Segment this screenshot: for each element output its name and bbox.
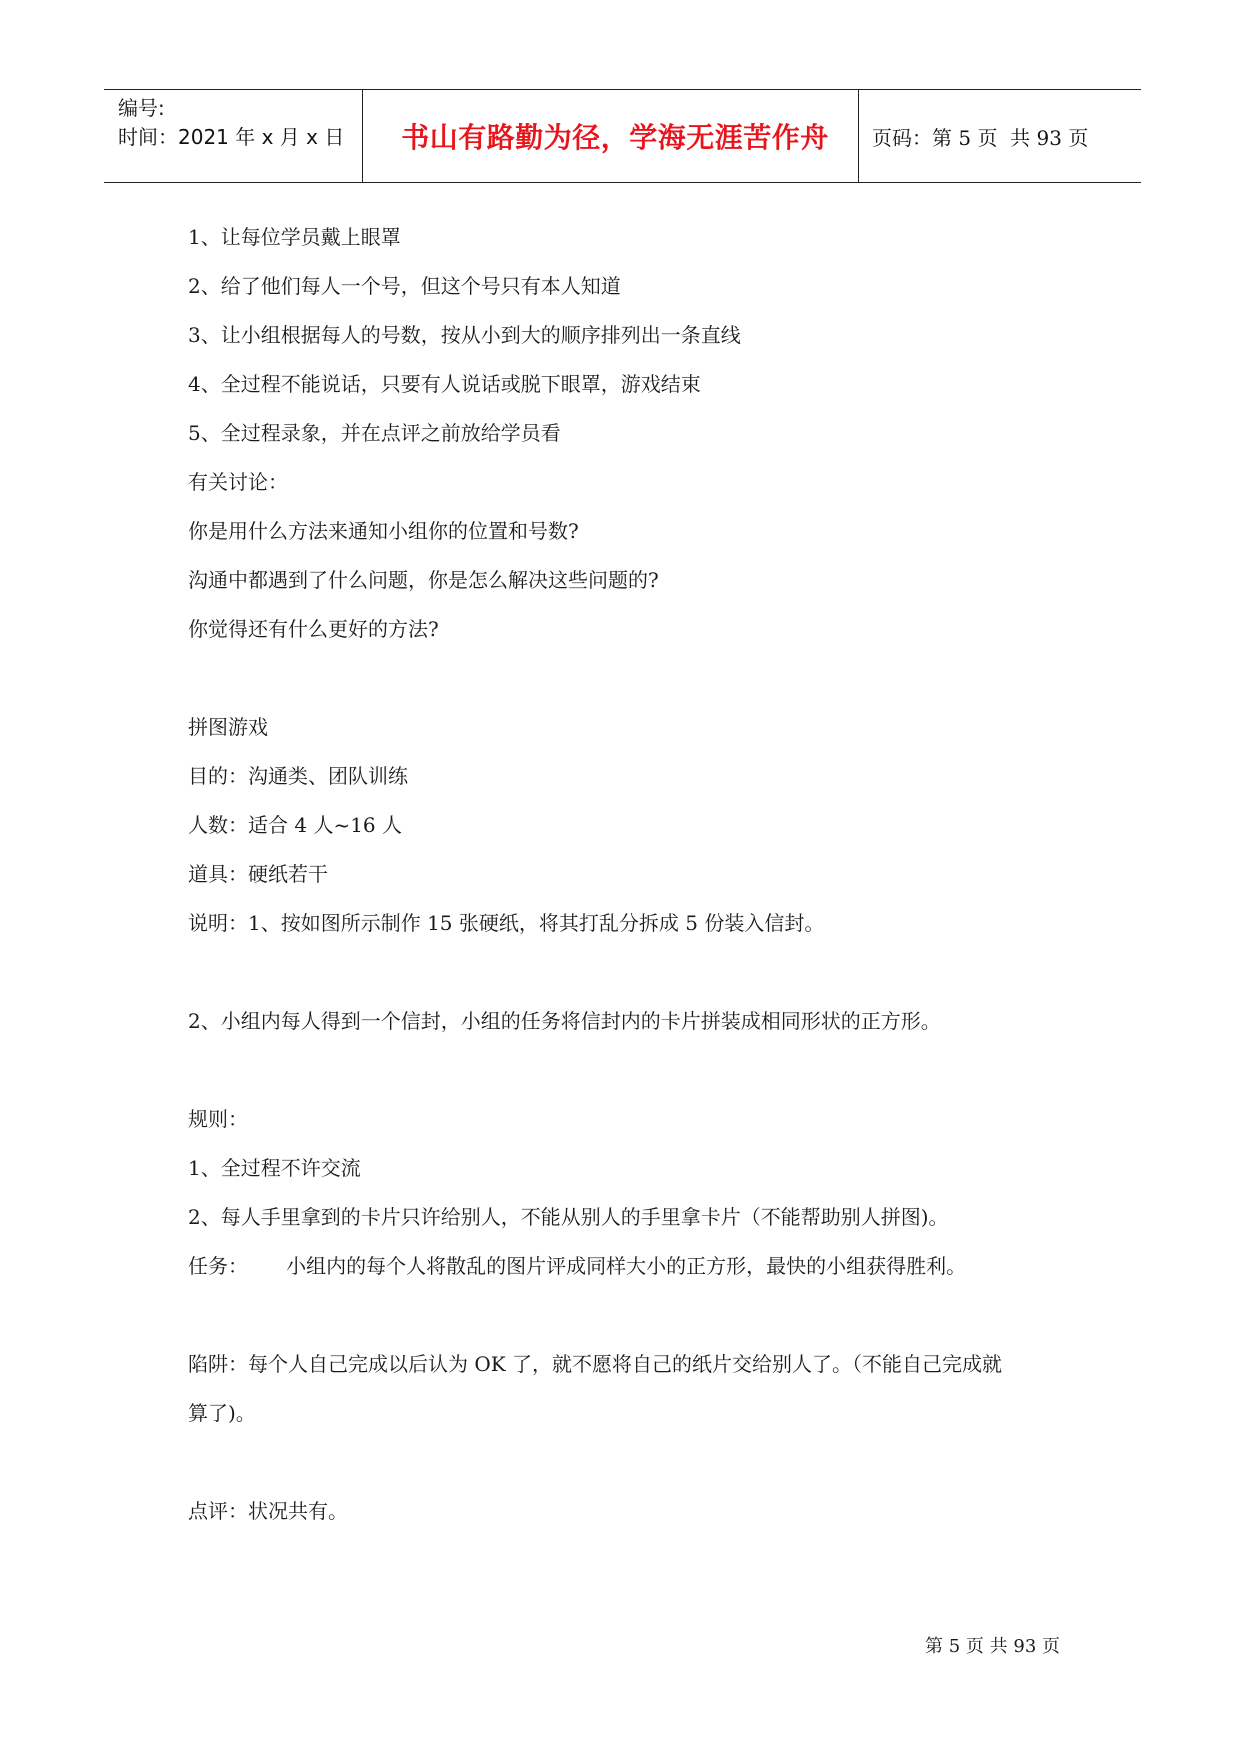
spacer (188, 1447, 1088, 1496)
question-1: 你是用什么方法来通知小组你的位置和号数? (188, 519, 579, 543)
step-1: 1、让每位学员戴上眼罩 (188, 225, 401, 249)
instruction-1: 说明：1、按如图所示制作 15 张硬纸，将其打乱分拆成 5 份装入信封。 (188, 911, 825, 935)
trap-line-2: 算了)。 (188, 1401, 256, 1425)
rule-1: 1、全过程不许交流 (188, 1156, 361, 1180)
header-motto: 书山有路勤为径，学海无涯苦作舟 (401, 121, 829, 154)
header-meta (118, 94, 344, 152)
question-3: 你觉得还有什么更好的方法? (188, 617, 439, 641)
rules-heading: 规则： (188, 1107, 248, 1131)
trap-line-1: 陷阱：每个人自己完成以后认为 OK 了，就不愿将自己的纸片交给别人了。（不能自己完成就 (188, 1352, 1003, 1376)
game-purpose: 目的：沟通类、团队训练 (188, 764, 408, 788)
time-label: 时间：2021 年 x 月 x 日 (118, 125, 345, 149)
game-props: 道具：硬纸若干 (188, 862, 328, 886)
step-3: 3、让小组根据每人的号数，按从小到大的顺序排列出一条直线 (188, 323, 741, 347)
header-divider-left (362, 90, 363, 182)
step-2: 2、给了他们每人一个号，但这个号只有本人知道 (188, 274, 621, 298)
game-title: 拼图游戏 (188, 715, 268, 739)
footer-page-number: 第 5 页 共 93 页 (925, 1636, 1060, 1657)
header-divider-right (858, 90, 859, 182)
step-4: 4、全过程不能说话，只要有人说话或脱下眼罩，游戏结束 (188, 372, 701, 396)
discussion-heading: 有关讨论： (188, 470, 288, 494)
question-2: 沟通中都遇到了什么问题，你是怎么解决这些问题的? (188, 568, 659, 592)
task: 任务： 小组内的每个人将散乱的图片评成同样大小的正方形，最快的小组获得胜利。 (188, 1254, 967, 1278)
comment: 点评：状况共有。 (188, 1499, 348, 1523)
step-5: 5、全过程录象，并在点评之前放给学员看 (188, 421, 561, 445)
header-page-number: 页码：第 5 页 共 93 页 (872, 125, 1089, 150)
spacer (188, 663, 1088, 712)
game-people: 人数：适合 4 人~16 人 (188, 813, 403, 837)
rule-2: 2、每人手里拿到的卡片只许给别人，不能从别人的手里拿卡片（不能帮助别人拼图)。 (188, 1205, 949, 1229)
document-header (104, 89, 1141, 183)
instruction-2: 2、小组内每人得到一个信封，小组的任务将信封内的卡片拼装成相同形状的正方形。 (188, 1009, 941, 1033)
spacer (188, 1300, 1088, 1349)
spacer (188, 1055, 1088, 1104)
document-body (188, 222, 1088, 1545)
serial-number-label: 编号: (118, 96, 165, 120)
spacer (188, 957, 1088, 1006)
